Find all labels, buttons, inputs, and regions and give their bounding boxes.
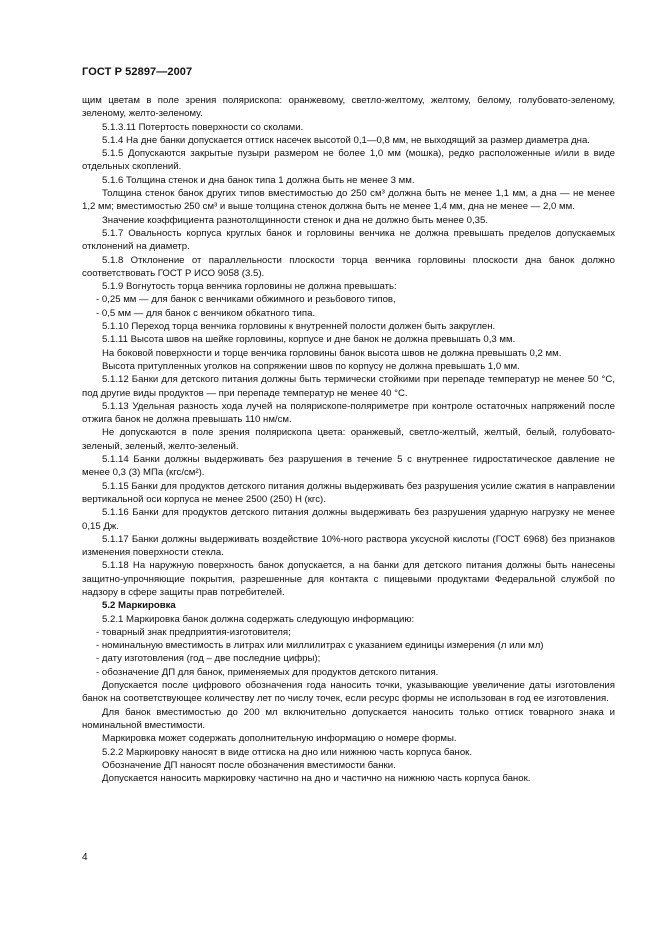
paragraph: 5.1.14 Банки должны выдерживать без разрушения в течение 5 с внутреннее гидростатическое давление не менее 0,3 (3) МПа (кгс/см²). (82, 454, 615, 479)
paragraph: Маркировка может содержать дополнительную информацию о номере формы. (102, 733, 457, 745)
paragraph: 5.1.18 На наружную поверхность банок допускается, а на банки для детского питания должны быть нанесены защитно-упрочняющие покрытия, разрешенные для контакта с пищевыми продуктами Федеральной службой по надзору в сфере защиты прав потребителей. (82, 560, 615, 598)
paragraph: Обозначение ДП наносят после обозначения вместимости банки. (102, 759, 396, 771)
paragraph: 5.1.3.11 Потертость поверхности со сколами. (102, 121, 304, 133)
paragraph: Допускается наносить маркировку частично на дно и частично на нижнюю часть корпуса банок. (102, 773, 531, 785)
paragraph: 5.1.8 Отклонение от параллельности плоскости торца венчика горловины плоскости дна банок должно соответствовать ГОСТ Р ИСО 9058 (3.5). (82, 254, 615, 279)
list-item: - 0,5 мм — для банок с венчиком обкатного типа. (96, 307, 316, 319)
paragraph: 5.1.6 Толщина стенок и дна банок типа 1 должна быть не менее 3 мм. (102, 174, 415, 186)
paragraph: 5.2.2 Маркировку наносят в виде оттиска на дно или нижнюю часть корпуса банок. (102, 746, 473, 758)
paragraph: щим цветам в поле зрения полярископа: оранжевому, светло-желтому, желтому, белому, голубовато-зеленому, зеленому, желто-зеленому. (82, 95, 615, 120)
list-item: - обозначение ДП для банок, применяемых для продуктов детского питания. (96, 666, 439, 678)
paragraph: Значение коэффициента разнотолщинности стенок и дна не должно быть менее 0,35. (102, 214, 488, 226)
paragraph: 5.1.12 Банки для детского питания должны быть термически стойкими при перепаде температур не менее 50 °С, под другие виды продуктов — при перепаде температур не менее 40 °С. (82, 374, 615, 399)
page-number: 4 (82, 852, 88, 863)
paragraph: 5.1.4 На дне банки допускается оттиск насечек высотой 0,1—0,8 мм, не выходящий за размер диаметра дна. (102, 134, 590, 146)
paragraph: Для банок вместимостью до 200 мл включительно допускается наносить только оттиск товарного знака и номинальной вместимости. (82, 706, 615, 731)
paragraph: 5.1.16 Банки для продуктов детского питания должны выдерживать без разрушения ударную нагрузку не менее 0,15 Дж. (82, 507, 615, 532)
section-heading: 5.2 Маркировка (102, 600, 176, 612)
paragraph: На боковой поверхности и торце венчика горловины банок высота швов не должна превышать 0,2 мм. (102, 347, 562, 359)
paragraph: Допускается после цифрового обозначения года наносить точки, указывающие увеличение даты изготовления банок на соответствующее количеству лет по числу точек, если ресурс формы не использован в год ее изготовления. (82, 680, 615, 705)
paragraph: 5.1.15 Банки для продуктов детского питания должны выдерживать без разрушения усилие сжатия в направлении вертикальной оси корпуса не менее 2500 (250) Н (кгс). (82, 480, 615, 505)
paragraph: 5.1.13 Удельная разность хода лучей на полярископе-поляриметре при контроле остаточных напряжений после отжига банок не должна превышать 110 нм/см. (82, 400, 615, 426)
list-item: - 0,25 мм — для банок с венчиками обжимного и резьбового типов, (96, 294, 396, 306)
list-item: - дату изготовления (год – две последние цифры); (96, 653, 321, 665)
paragraph: 5.1.17 Банки должны выдерживать воздействие 10%-ного раствора уксусной кислоты (ГОСТ 6968) без признаков изменения поверхности стекла. (82, 533, 615, 559)
paragraph: Не допускаются в поле зрения полярископа цвета: оранжевый, светло-желтый, желтый, белый, голубовато-зеленый, зеленый, желто-зеленый. (82, 427, 615, 452)
page-header: ГОСТ Р 52897—2007 (82, 66, 193, 78)
paragraph: 5.1.9 Вогнутость торца венчика горловины не должна превышать: (102, 281, 397, 293)
document-body (82, 94, 615, 785)
paragraph: 5.1.11 Высота швов на шейке горловины, корпусе и дне банок не должна превышать 0,3 мм. (102, 334, 516, 346)
paragraph: 5.1.7 Овальность корпуса круглых банок и горловины венчика не должна превышать пределов допускаемых отклонений на диаметр. (82, 227, 615, 253)
list-item: - номинальную вместимость в литрах или миллилитрах с указанием единицы измерения (л или мл) (96, 640, 544, 652)
paragraph: 5.2.1 Маркировка банок должна содержать следующую информацию: (102, 613, 415, 625)
list-item: - товарный знак предприятия-изготовителя; (96, 626, 291, 638)
paragraph: 5.1.5 Допускаются закрытые пузыри размером не более 1,0 мм (мошка), редко расположенные и/или в виде отдельных скоплений. (82, 148, 615, 173)
paragraph: 5.1.10 Переход торца венчика горловины к внутренней полости должен быть закруглен. (102, 321, 496, 333)
paragraph: Высота притупленных уголков на сопряжении швов по корпусу не должна превышать 1,0 мм. (102, 360, 520, 372)
paragraph: Толщина стенок банок других типов вместимостью до 250 см³ должна быть не менее 1,1 мм, а дна — не менее 1,2 мм; вместимостью 250 см³ и выше толщина стенок должна быть не менее 1,4 мм, дна не менее — 2,0 мм. (82, 188, 615, 213)
